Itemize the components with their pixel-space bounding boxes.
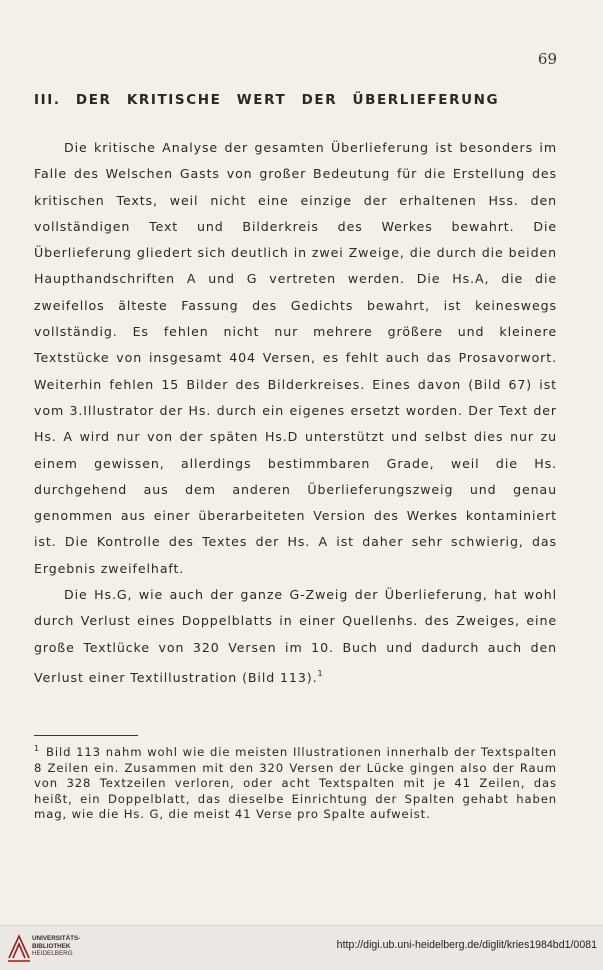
paragraph-2-text: Die Hs.G, wie auch der ganze G-Zweig der Überlieferung, hat wohl durch Verlust eines Doppelblatts in einer Quellenhs. des Zweiges, eine große Textlücke von 320 Versen im 10. Buch und dadurch auch den Verlust einer Textillustration (Bild 113). [34,587,557,685]
library-name-line-2: BIBLIOTHEK [32,942,71,950]
permalink-url[interactable]: http://digi.ub.uni-heidelberg.de/diglit/kries1984bd1/0081 [336,939,597,951]
page-number: 69 [537,50,557,68]
footnote-divider [34,735,138,736]
library-name [32,935,80,958]
footnote-text: Bild 113 nahm wohl wie die meisten Illustrationen innerhalb der Textspalten 8 Zeilen ein. Zusammen mit den 320 Versen der Lücke gingen also der Raum von 328 Textzeilen verloren, oder acht Textspalten mit je 41 Zeilen, das heißt, ein Doppelblatt, das dieselbe Einrichtung der Spalten gehabt haben mag, wie die Hs. G, die meist 41 Verse pro Spalte aufweist. [34,745,557,822]
paragraph-2 [34,582,557,691]
paragraph-1: Die kritische Analyse der gesamten Überlieferung ist besonders im Falle des Welschen Gasts von großer Bedeutung für die Erstellung des kritischen Texts, weil nicht eine einzige der erhaltenen Hss. den vollständigen Text und Bilderkreis des Werkes bewahrt. Die Überlieferung gliedert sich deutlich in zwei Zweige, die durch die beiden Haupthandschriften A und G vertreten werden. Die Hs.A, die die zweifellos älteste Fassung des Gedichts bewahrt, ist keineswegs vollständig. Es fehlen nicht nur mehrere größere und kleinere Textstücke von insgesamt 404 Versen, es fehlt auch das Prosavorwort. Weiterhin fehlen 15 Bilder des Bilderkreises. Eines davon (Bild 67) ist vom 3.Illustrator der Hs. durch ein eigenes ersetzt worden. Der Text der Hs. A wird nur von der späten Hs.D unterstützt und selbst dies nur zu einem gewissen, allerdings bestimmbaren Grade, weil die Hs. durchgehend aus dem anderen Überlieferungszweig und genau genommen aus einer überarbeiteten Version des Werkes kontaminiert ist. Die Kontrolle des Textes der Hs. A ist daher sehr schwierig, das Ergebnis zweifelhaft. [34,140,557,576]
library-name-line-3: HEIDELBERG [32,950,73,957]
footnote [34,741,557,823]
footnote-reference: 1 [317,668,323,678]
library-name-line-1: UNIVERSITÄTS- [32,935,81,942]
footnote-marker: 1 [34,744,40,753]
chapter-heading: III. DER KRITISCHE WERT DER ÜBERLIEFERUNG [34,92,500,108]
body-text [34,135,557,691]
